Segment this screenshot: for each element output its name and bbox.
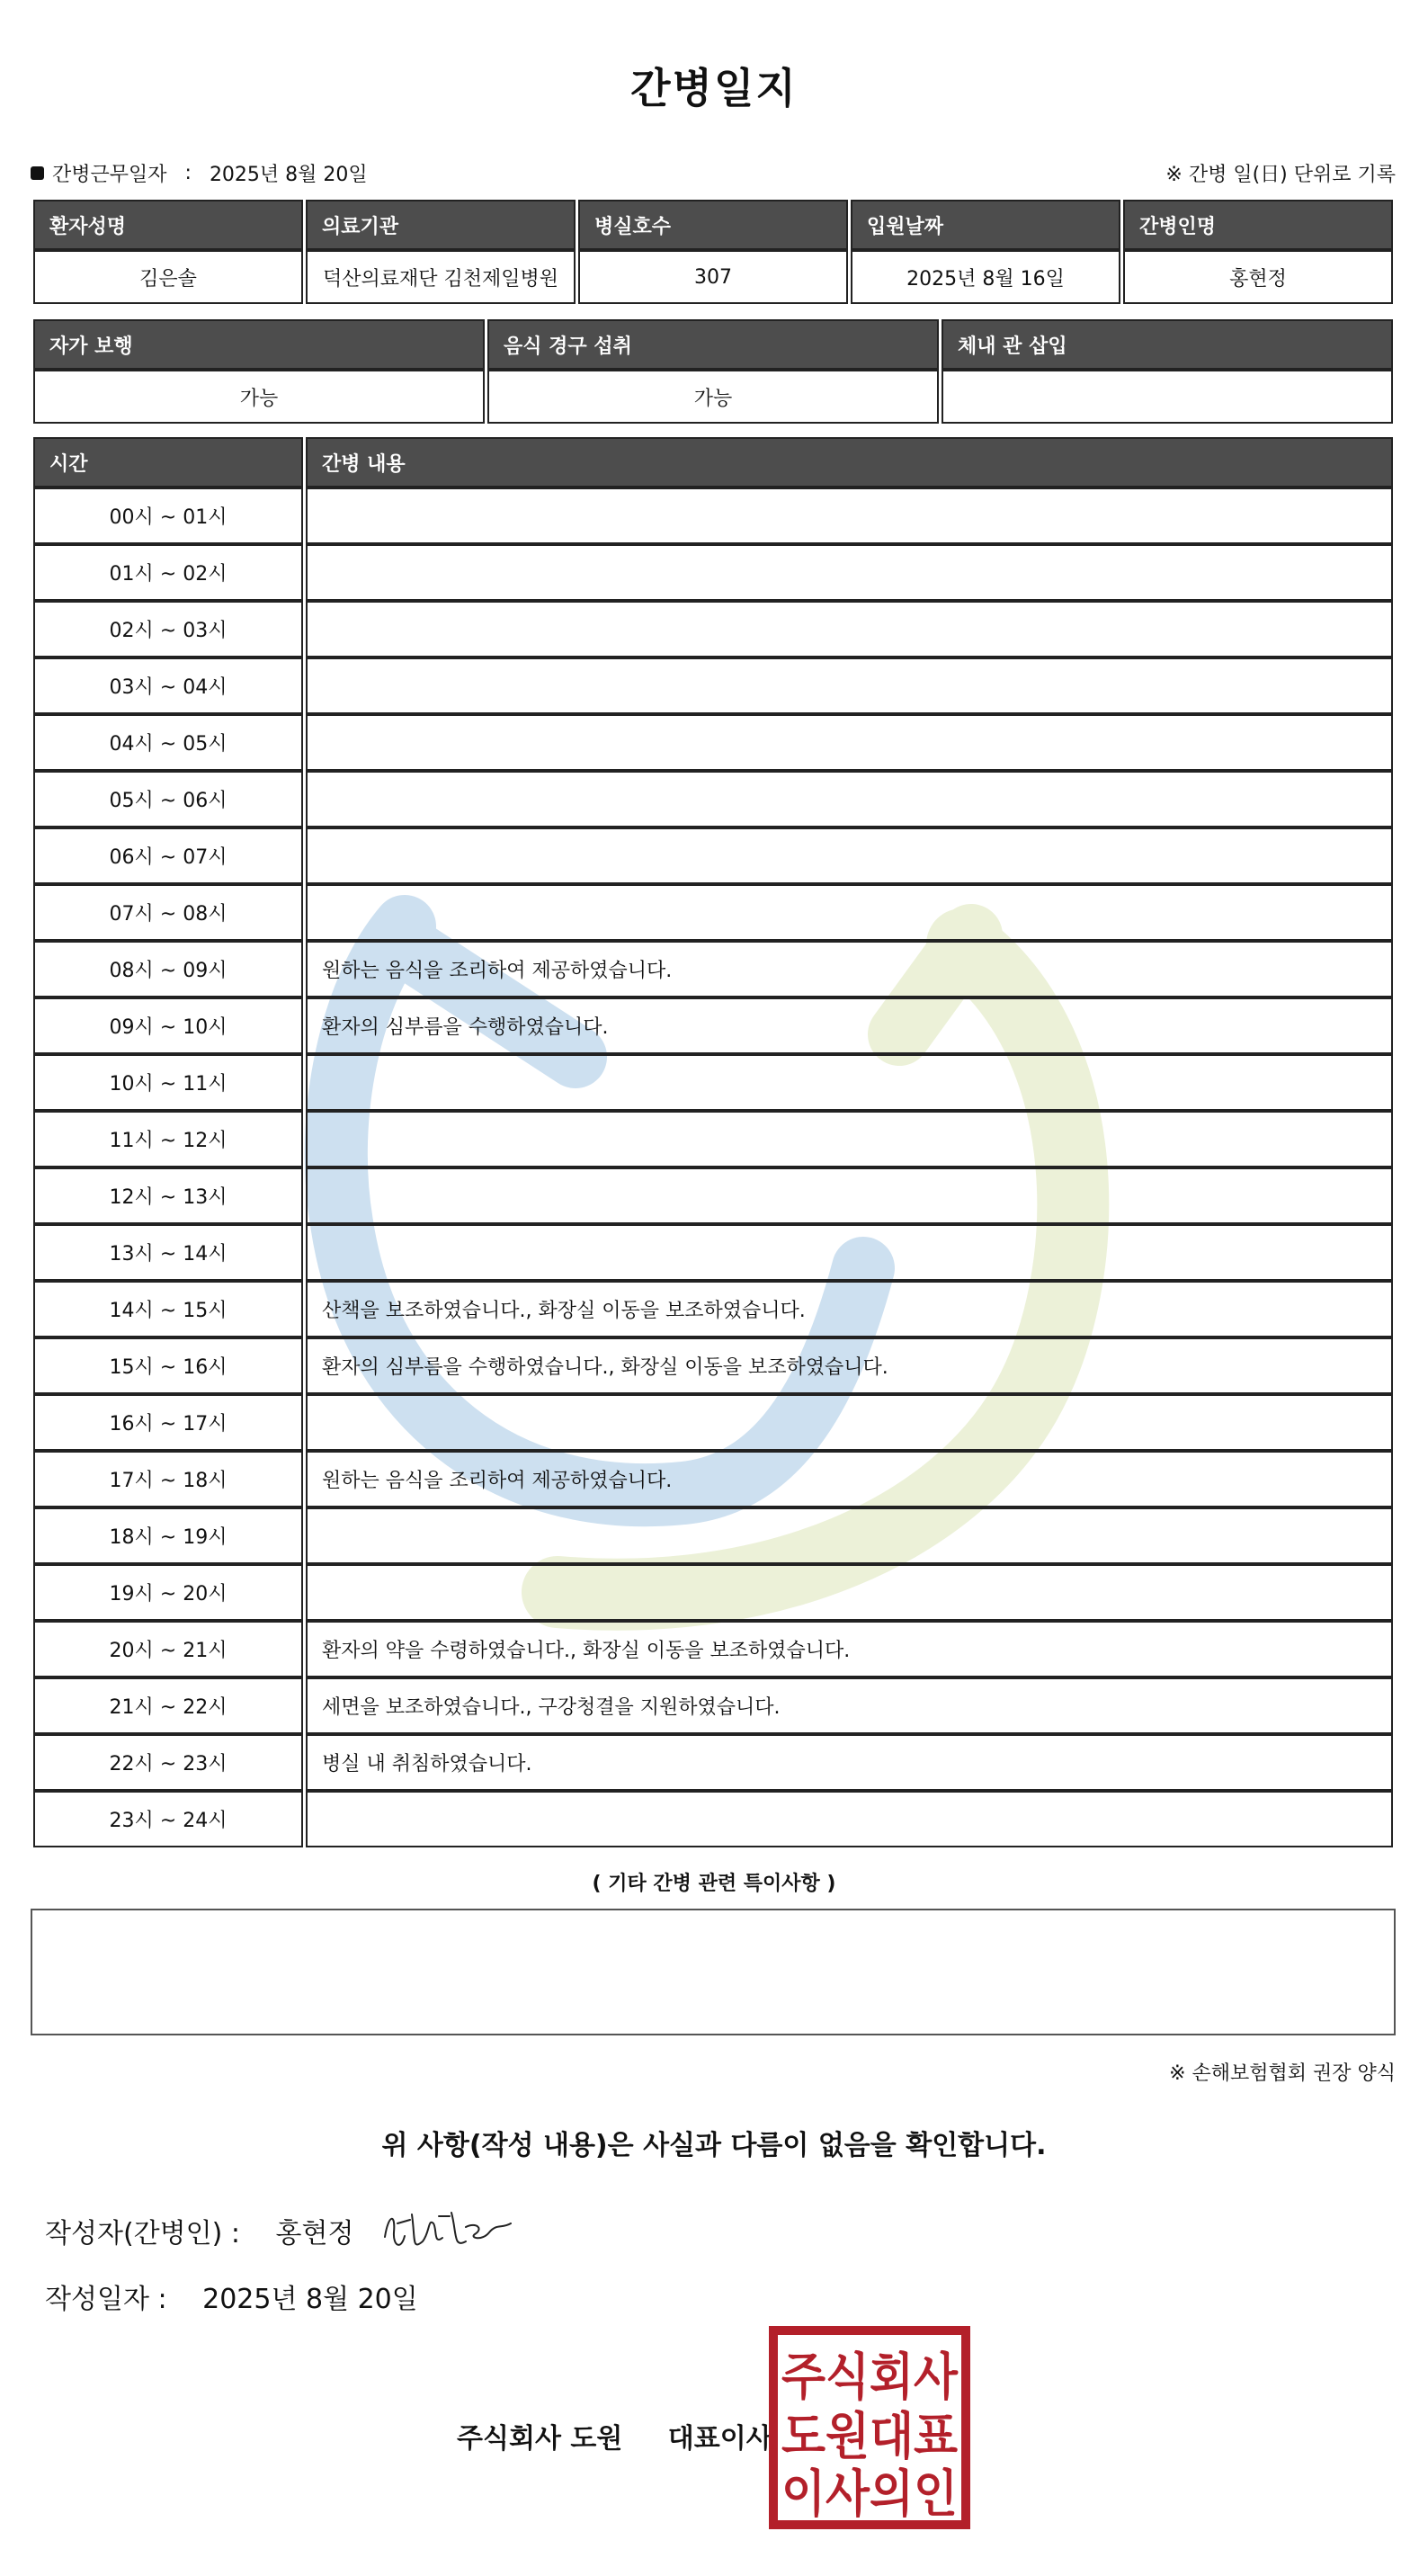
table-row bbox=[33, 997, 1393, 1054]
table-row bbox=[33, 601, 1393, 657]
table-row bbox=[33, 1564, 1393, 1621]
time-cell: 23시 ~ 24시 bbox=[33, 1791, 303, 1847]
table-row bbox=[33, 1677, 1393, 1734]
header-room: 병실호수 bbox=[578, 200, 848, 250]
time-cell: 06시 ~ 07시 bbox=[33, 827, 303, 884]
care-note-cell bbox=[306, 1564, 1393, 1621]
time-cell: 12시 ~ 13시 bbox=[33, 1167, 303, 1224]
writer-label: 작성자(간병인) : bbox=[45, 2218, 240, 2250]
time-cell: 16시 ~ 17시 bbox=[33, 1394, 303, 1451]
oral-intake-value: 가능 bbox=[487, 370, 939, 424]
care-note-cell: 원하는 음식을 조리하여 제공하였습니다. bbox=[306, 941, 1393, 997]
table-row bbox=[33, 1111, 1393, 1167]
time-cell: 10시 ~ 11시 bbox=[33, 1054, 303, 1111]
time-cell: 09시 ~ 10시 bbox=[33, 997, 303, 1054]
table-row bbox=[33, 1394, 1393, 1451]
care-note-cell bbox=[306, 827, 1393, 884]
header-hospital: 의료기관 bbox=[306, 200, 576, 250]
representative-title: 대표이사 bbox=[667, 2423, 772, 2455]
care-note-cell: 산책을 보조하였습니다., 화장실 이동을 보조하였습니다. bbox=[306, 1281, 1393, 1337]
header-patient-name: 환자성명 bbox=[33, 200, 303, 250]
care-note-cell bbox=[306, 1224, 1393, 1281]
self-walking-value: 가능 bbox=[33, 370, 485, 424]
time-cell: 02시 ~ 03시 bbox=[33, 601, 303, 657]
company-row bbox=[457, 2416, 772, 2455]
care-note-cell: 환자의 심부름을 수행하였습니다. bbox=[306, 997, 1393, 1054]
seal-line-3: 이사의인 bbox=[781, 2465, 958, 2524]
care-note-cell bbox=[306, 1054, 1393, 1111]
handwritten-signature bbox=[376, 2196, 520, 2259]
care-note-cell: 환자의 심부름을 수행하였습니다., 화장실 이동을 보조하였습니다. bbox=[306, 1337, 1393, 1394]
time-cell: 15시 ~ 16시 bbox=[33, 1337, 303, 1394]
care-note-cell bbox=[306, 1394, 1393, 1451]
special-notes-box bbox=[31, 1909, 1396, 2035]
table-row bbox=[33, 1054, 1393, 1111]
written-date-value: 2025년 8월 20일 bbox=[202, 2284, 418, 2315]
time-cell: 13시 ~ 14시 bbox=[33, 1224, 303, 1281]
table-row bbox=[33, 544, 1393, 601]
patient-name: 김은솔 bbox=[33, 250, 303, 304]
company-seal bbox=[769, 2326, 970, 2529]
time-cell: 22시 ~ 23시 bbox=[33, 1734, 303, 1791]
header-oral-intake: 음식 경구 섭취 bbox=[487, 319, 939, 370]
table-row bbox=[33, 1734, 1393, 1791]
seal-line-1: 주식회사 bbox=[781, 2348, 959, 2407]
company-name: 주식회사 도원 bbox=[457, 2423, 623, 2455]
writer-row bbox=[45, 2211, 353, 2250]
time-cell: 04시 ~ 05시 bbox=[33, 714, 303, 771]
care-note-cell bbox=[306, 884, 1393, 941]
tube-insertion-value bbox=[942, 370, 1393, 424]
caregiver-name: 홍현정 bbox=[1123, 250, 1393, 304]
patient-info-table bbox=[31, 200, 1396, 304]
care-note-cell bbox=[306, 771, 1393, 827]
time-cell: 17시 ~ 18시 bbox=[33, 1451, 303, 1507]
bullet-square-icon bbox=[31, 166, 44, 180]
care-note-cell bbox=[306, 1167, 1393, 1224]
table-row bbox=[33, 884, 1393, 941]
work-date-colon: : bbox=[184, 162, 192, 184]
room-number: 307 bbox=[578, 250, 848, 304]
time-cell: 20시 ~ 21시 bbox=[33, 1621, 303, 1677]
table-row bbox=[33, 1167, 1393, 1224]
care-note-cell bbox=[306, 1791, 1393, 1847]
daily-record-note: ※ 간병 일(日) 단위로 기록 bbox=[1165, 164, 1396, 186]
patient-status-table bbox=[31, 319, 1396, 424]
header-self-walking: 자가 보행 bbox=[33, 319, 485, 370]
recommended-form-note: ※ 손해보험협회 권장 양식 bbox=[1169, 2062, 1396, 2085]
time-cell: 01시 ~ 02시 bbox=[33, 544, 303, 601]
table-row bbox=[33, 827, 1393, 884]
confirmation-statement: 위 사항(작성 내용)은 사실과 다름이 없음을 확인합니다. bbox=[381, 2130, 1047, 2161]
time-cell: 00시 ~ 01시 bbox=[33, 487, 303, 544]
header-time: 시간 bbox=[33, 437, 303, 487]
table-row bbox=[33, 1621, 1393, 1677]
table-row bbox=[33, 771, 1393, 827]
care-log-table bbox=[31, 437, 1396, 1847]
hospital-name: 덕산의료재단 김천제일병원 bbox=[306, 250, 576, 304]
time-cell: 18시 ~ 19시 bbox=[33, 1507, 303, 1564]
care-note-cell bbox=[306, 714, 1393, 771]
care-note-cell bbox=[306, 487, 1393, 544]
header-care-content: 간병 내용 bbox=[306, 437, 1393, 487]
time-cell: 05시 ~ 06시 bbox=[33, 771, 303, 827]
page-title: 간병일지 bbox=[630, 64, 798, 112]
table-row bbox=[33, 1281, 1393, 1337]
table-row bbox=[33, 657, 1393, 714]
special-notes-title: ( 기타 간병 관련 특이사항 ) bbox=[592, 1873, 836, 1895]
time-cell: 14시 ~ 15시 bbox=[33, 1281, 303, 1337]
table-row bbox=[33, 1337, 1393, 1394]
care-note-cell bbox=[306, 601, 1393, 657]
care-note-cell bbox=[306, 544, 1393, 601]
care-note-cell bbox=[306, 1507, 1393, 1564]
written-date-label: 작성일자 : bbox=[45, 2284, 167, 2315]
table-row bbox=[33, 487, 1393, 544]
care-note-cell bbox=[306, 657, 1393, 714]
time-cell: 21시 ~ 22시 bbox=[33, 1677, 303, 1734]
time-cell: 07시 ~ 08시 bbox=[33, 884, 303, 941]
header-caregiver: 간병인명 bbox=[1123, 200, 1393, 250]
table-row bbox=[33, 1451, 1393, 1507]
header-admission-date: 입원날짜 bbox=[851, 200, 1120, 250]
written-date-row bbox=[45, 2276, 418, 2316]
time-cell: 11시 ~ 12시 bbox=[33, 1111, 303, 1167]
table-row bbox=[33, 714, 1393, 771]
time-cell: 03시 ~ 04시 bbox=[33, 657, 303, 714]
work-date-label: 간병근무일자 bbox=[52, 164, 167, 186]
time-cell: 08시 ~ 09시 bbox=[33, 941, 303, 997]
care-note-cell: 병실 내 취침하였습니다. bbox=[306, 1734, 1393, 1791]
work-date-value: 2025년 8월 20일 bbox=[209, 164, 368, 186]
table-row bbox=[33, 1791, 1393, 1847]
work-date-row bbox=[31, 159, 368, 187]
care-note-cell: 세면을 보조하였습니다., 구강청결을 지원하였습니다. bbox=[306, 1677, 1393, 1734]
care-note-cell: 환자의 약을 수령하였습니다., 화장실 이동을 보조하였습니다. bbox=[306, 1621, 1393, 1677]
admission-date: 2025년 8월 16일 bbox=[851, 250, 1120, 304]
table-row bbox=[33, 941, 1393, 997]
writer-name: 홍현정 bbox=[275, 2218, 354, 2250]
care-note-cell bbox=[306, 1111, 1393, 1167]
table-row bbox=[33, 1224, 1393, 1281]
care-note-cell: 원하는 음식을 조리하여 제공하였습니다. bbox=[306, 1451, 1393, 1507]
header-tube-insertion: 체내 관 삽입 bbox=[942, 319, 1393, 370]
seal-line-2: 도원대표 bbox=[781, 2408, 958, 2466]
time-cell: 19시 ~ 20시 bbox=[33, 1564, 303, 1621]
table-row bbox=[33, 1507, 1393, 1564]
